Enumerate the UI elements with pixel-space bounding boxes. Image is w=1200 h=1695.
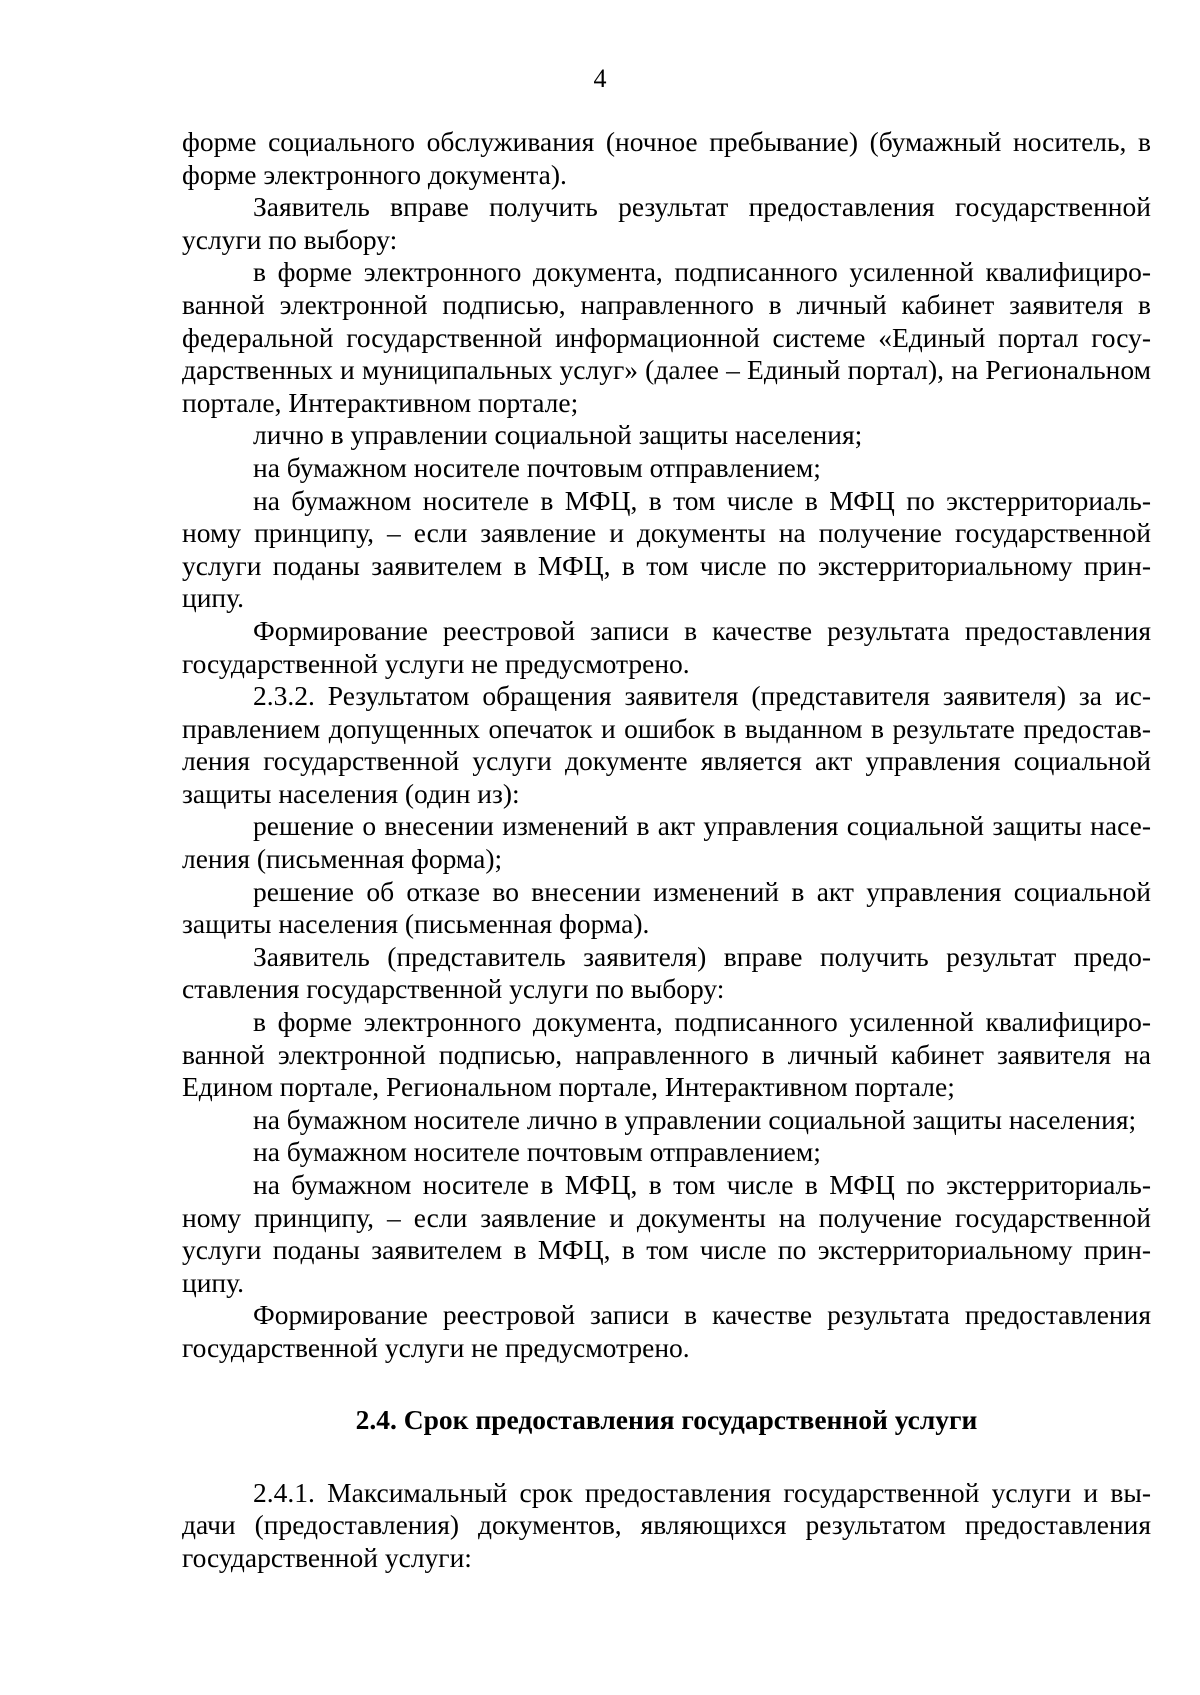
paragraph: на бумажном носителе лично в управлении социальной защиты населения; <box>253 1103 1137 1135</box>
paragraph: в форме электронного документа, подписанного усиленной квалифицированной электронной подписью, направленного в личный кабинет заявителя на Едином портале, Региональном портале, Интерактивном портале; <box>182 1006 1151 1103</box>
paragraph: решение о внесении изменений в акт управления социальной защиты населения (письменная форма); <box>182 810 1151 875</box>
paragraphs-after-heading <box>182 1477 1151 1575</box>
paragraph: 2.4.1. Максимальный срок предоставления государственной услуги и выдачи (предоставления) документов, являющихся результатом предоставления государственной услуги: <box>182 1476 1151 1573</box>
paragraph: 2.3.2. Результатом обращения заявителя (представителя заявителя) за исправлением допущенных опечаток и ошибок в выданном в результате предоставления государственной услуги документе является акт управления социальной защиты населения (один из): <box>182 680 1151 809</box>
paragraph: Формирование реестровой записи в качестве результата предоставления государственной услуги не предусмотрено. <box>182 614 1151 679</box>
paragraph: на бумажном носителе в МФЦ, в том числе в МФЦ по экстерриториальному принципу, – если заявление и документы на получение государственной услуги поданы заявителем в МФЦ, в том числе по экстерриториальному принципу. <box>182 484 1151 614</box>
paragraph: Заявитель вправе получить результат предоставления государственной услуги по выбору: <box>182 191 1151 255</box>
section-heading: 2.4. Срок предоставления государственной услуги <box>355 1403 978 1435</box>
paragraphs-before-heading <box>182 126 1151 1365</box>
paragraph: на бумажном носителе почтовым отправлением; <box>253 451 821 483</box>
paragraph: в форме электронного документа, подписанного усиленной квалифицированной электронной подписью, направленного в личный кабинет заявителя в федеральной государственной информационной системе «Единый портал государственных и муниципальных услуг» (далее – Единый портал), на Региональном портале, Интерактивном портале; <box>182 256 1151 418</box>
paragraph: на бумажном носителе почтовым отправлением; <box>253 1136 821 1168</box>
paragraph: форме социального обслуживания (ночное пребывание) (бумажный носитель, в форме электронного документа). <box>182 126 1151 190</box>
paragraph: Формирование реестровой записи в качестве результата предоставления государственной услуги не предусмотрено. <box>182 1299 1151 1363</box>
paragraph: на бумажном носителе в МФЦ, в том числе в МФЦ по экстерриториальному принципу, – если заявление и документы на получение государственной услуги поданы заявителем в МФЦ, в том числе по экстерриториальному принципу. <box>182 1169 1151 1298</box>
paragraph: решение об отказе во внесении изменений в акт управления социальной защиты населения (письменная форма). <box>182 875 1151 940</box>
page-number: 4 <box>593 64 607 93</box>
paragraph: Заявитель (представитель заявителя) вправе получить результат предоставления государственной услуги по выбору: <box>182 940 1151 1005</box>
paragraph: лично в управлении социальной защиты населения; <box>253 419 863 451</box>
document-body <box>182 126 1151 1574</box>
